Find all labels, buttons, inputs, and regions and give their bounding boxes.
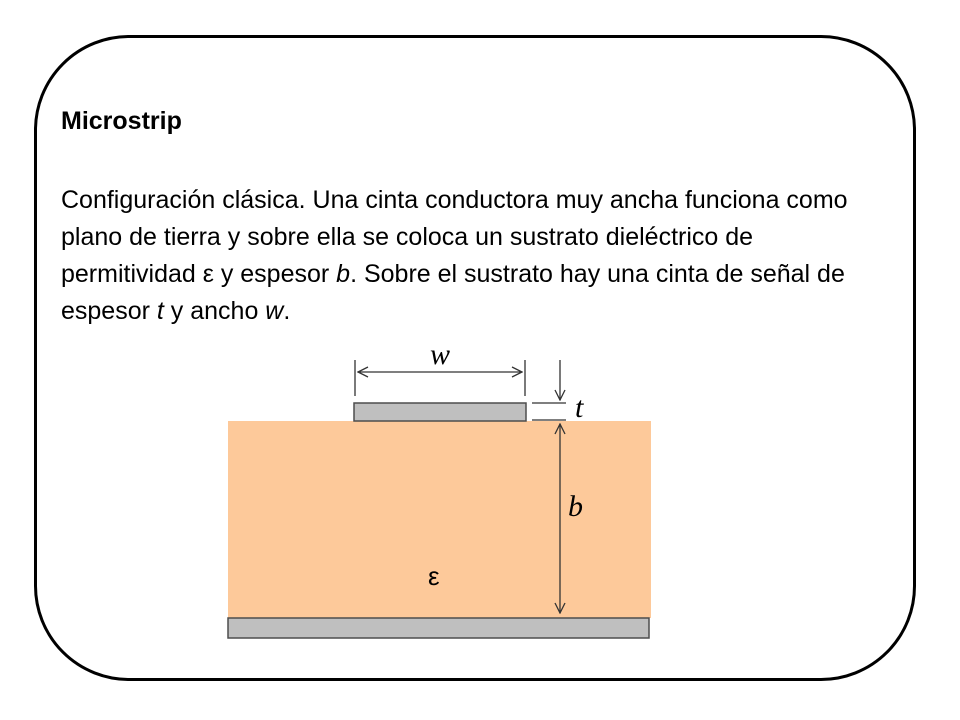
desc-var-w: w — [265, 297, 284, 325]
signal-strip — [354, 403, 526, 421]
ground-plane — [228, 618, 649, 638]
label-b: b — [568, 490, 583, 523]
slide-title: Microstrip — [61, 107, 182, 135]
desc-part-4: y ancho — [163, 297, 266, 325]
desc-var-t: t — [156, 297, 164, 325]
label-w: w — [430, 338, 451, 371]
desc-var-b: b — [336, 260, 351, 288]
desc-eps: ε — [202, 260, 214, 288]
label-epsilon: ε — [428, 561, 440, 591]
desc-part-5: . — [283, 297, 291, 325]
desc-part-2: y espesor — [213, 260, 337, 288]
desc-part-3: . Sobre el sustrato hay una cinta de señal de espesor — [61, 260, 845, 325]
label-t: t — [575, 391, 584, 424]
desc-part-1: Configuración clásica. Una cinta conductora muy ancha funciona como plano de tierra y sobre ella se coloca un sustrato dieléctrico de permitividad — [61, 186, 848, 288]
